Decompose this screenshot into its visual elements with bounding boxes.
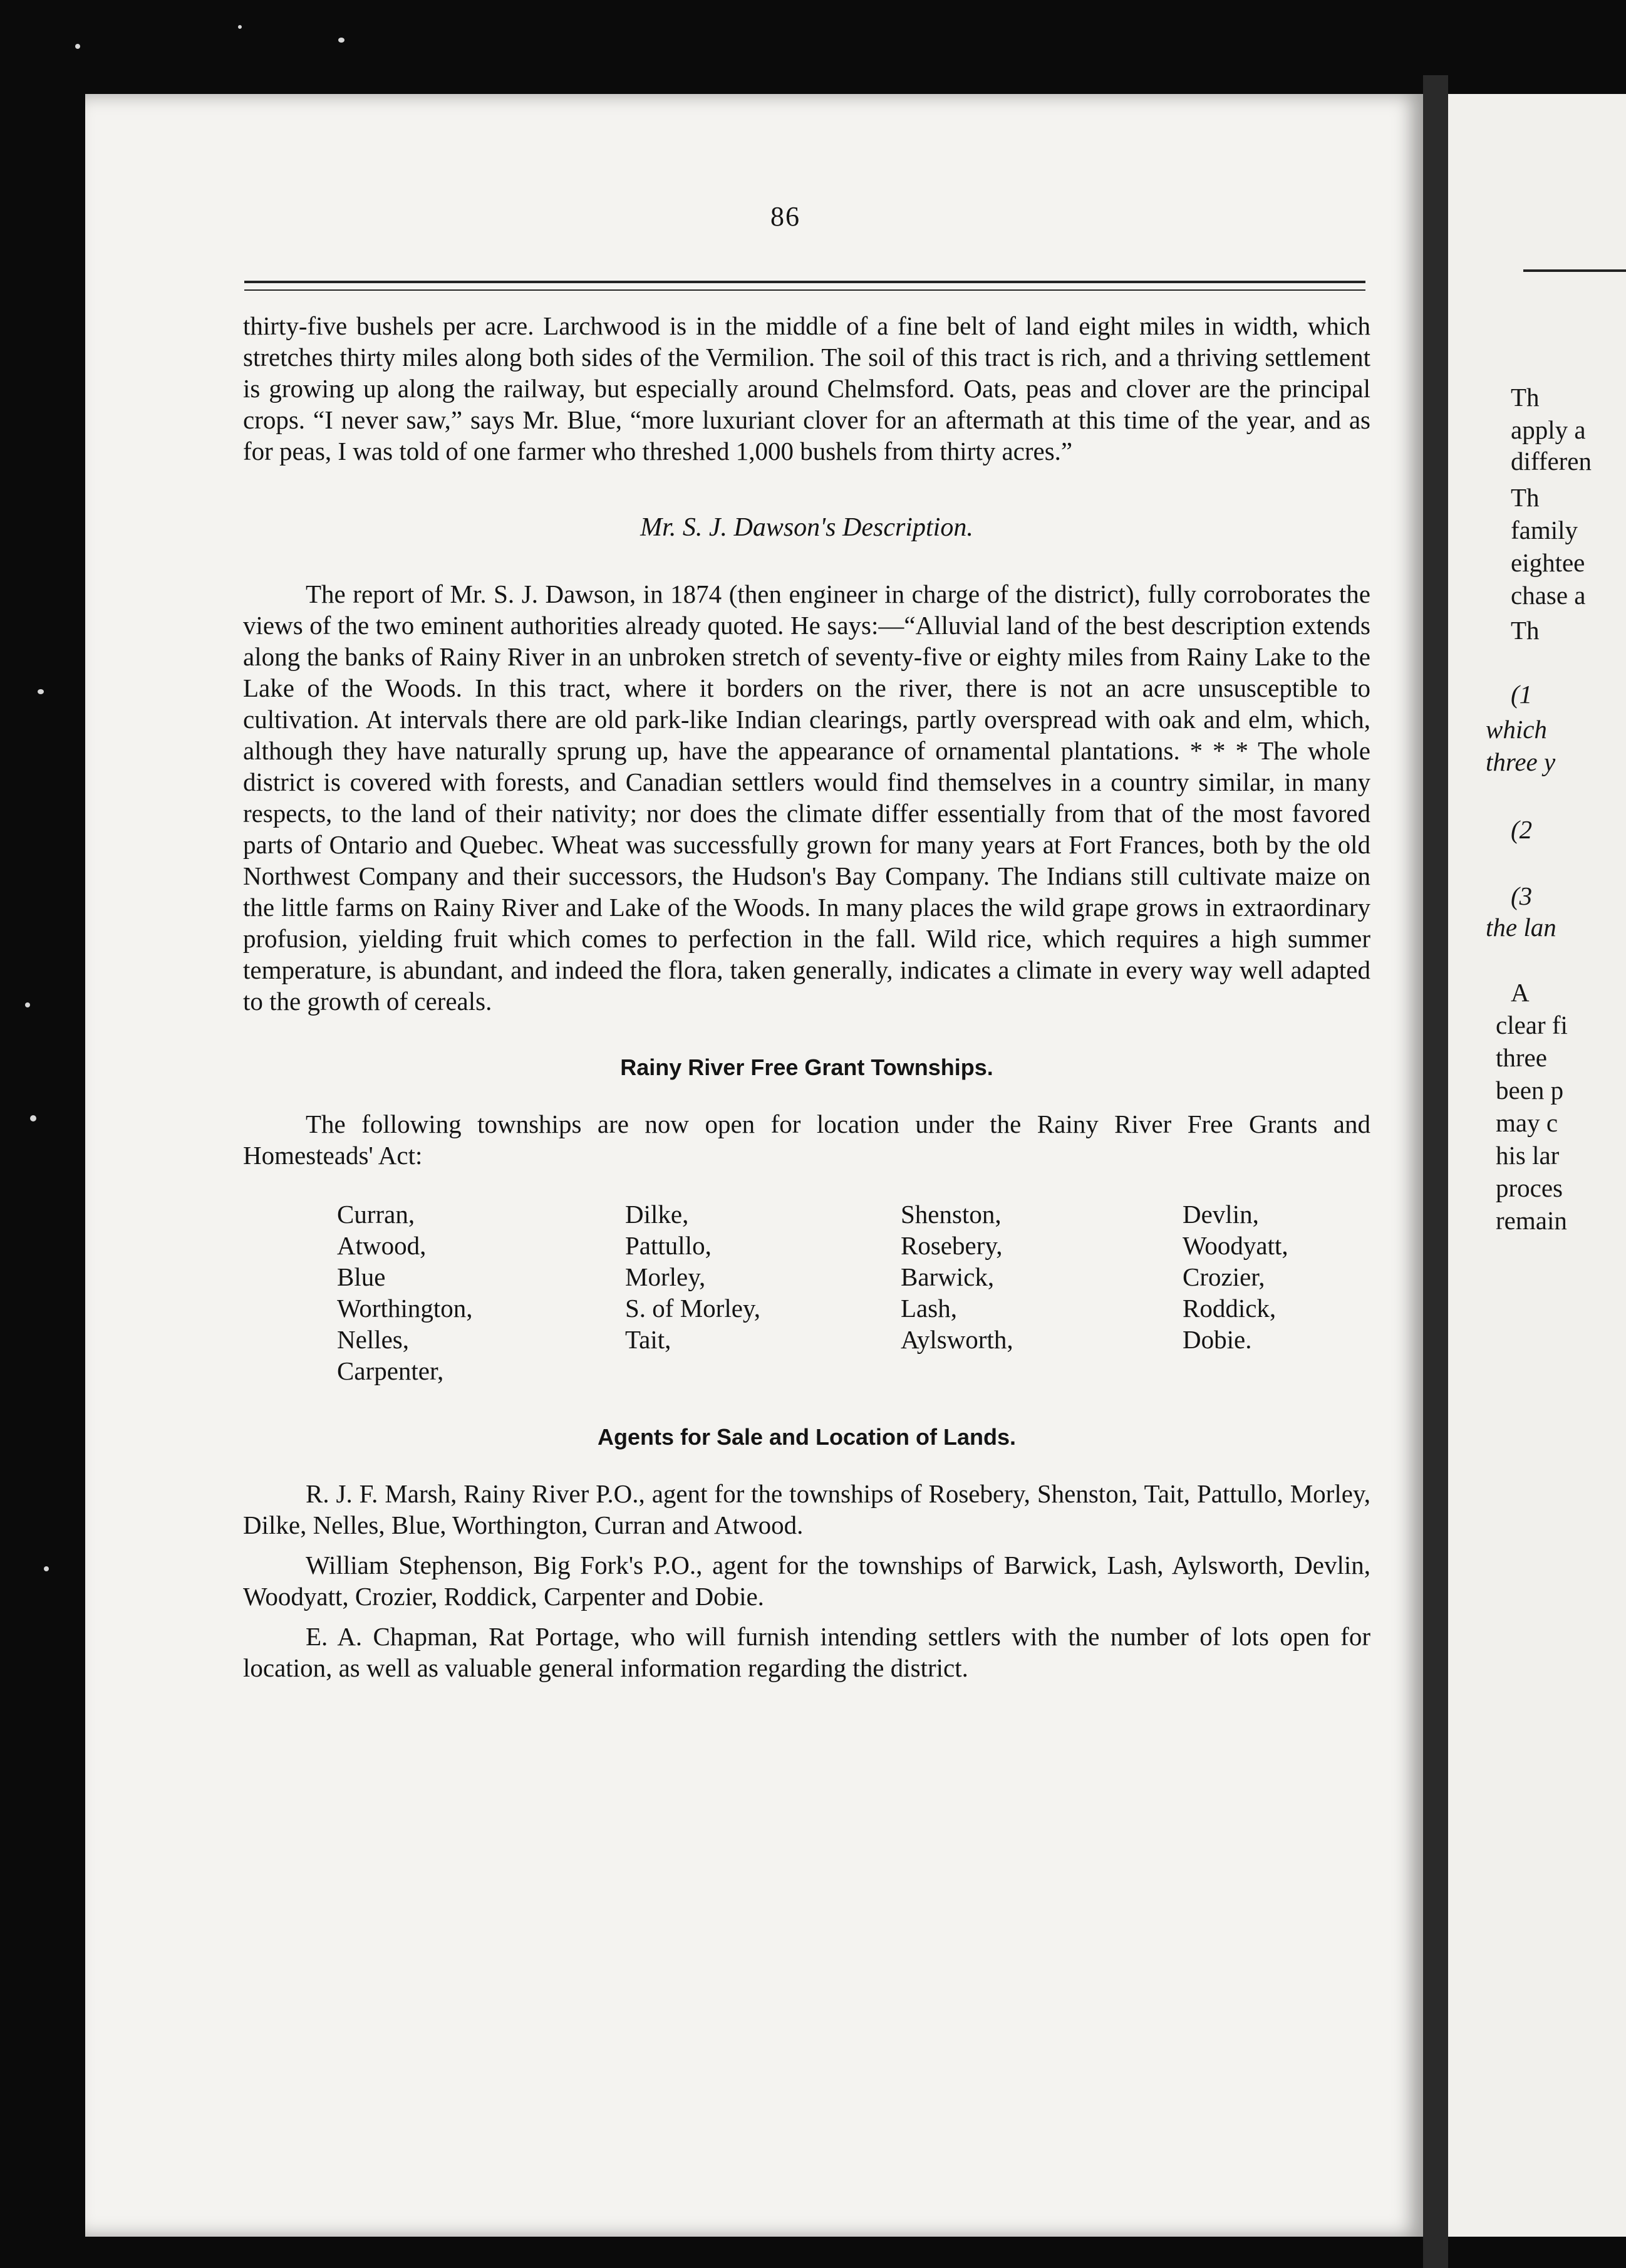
right-page-fragment: apply a [1511,415,1586,444]
intro-paragraph: thirty-five bushels per acre. Larchwood is in the middle of a fine belt of land eight miles in width, which stretches thirty miles along both sides of the Vermilion. The soil of this tract is rich, and a thriving settlement is growing up along the railway, but especially around Chelmsford. Oats, peas and clover are the principal crops. “I never saw,” says Mr. Blue, “more luxuriant clover for an aftermath at this time of the year, and as for peas, I was told of one farmer who threshed 1,000 bushels from thirty acres.” [243,311,1370,466]
right-page-fragment: A [1511,978,1530,1007]
township-column [337,1199,625,1386]
township-name: Devlin, [1183,1200,1259,1229]
township-name: Shenston, [901,1200,1002,1229]
agent-paragraph: R. J. F. Marsh, Rainy River P.O., agent for the townships of Rosebery, Shenston, Tait, Pattullo, Morley, Dilke, Nelles, Blue, Worthington, Curran and Atwood. [243,1479,1370,1539]
page-gutter [1423,75,1448,2268]
right-page-fragment: (2 [1511,815,1533,844]
township-name: Crozier, [1183,1262,1265,1291]
township-name: Dilke, [625,1200,689,1229]
page-number: 86 [770,201,800,232]
township-name: Tait, [625,1325,671,1354]
right-page-fragment: the lan [1486,913,1556,942]
right-header-rule [1523,269,1626,272]
township-name: Barwick, [901,1262,995,1291]
scan-speck [25,1002,30,1007]
right-page-fragment: clear fi [1496,1011,1568,1039]
scan-speck [338,38,344,43]
township-column [1183,1199,1433,1386]
scan-speck [38,689,44,694]
agent-paragraph: E. A. Chapman, Rat Portage, who will furnish intending settlers with the number of lots open for location, as well as valuable general information regarding the district. [243,1622,1370,1682]
right-page-fragment: three y [1486,747,1556,776]
township-name: Dobie. [1183,1325,1252,1354]
township-name: Woodyatt, [1183,1231,1288,1260]
section-heading-dawson: Mr. S. J. Dawson's Description. [640,513,973,542]
right-page-fragment: may c [1496,1108,1558,1137]
right-page-fragment: been p [1496,1076,1564,1105]
scan-speck [75,44,80,49]
section-heading-townships: Rainy River Free Grant Townships. [620,1054,993,1080]
section-heading-agents: Agents for Sale and Location of Lands. [597,1424,1017,1450]
agent-paragraph: William Stephenson, Big Fork's P.O., agent for the townships of Barwick, Lash, Aylsworth, Devlin, Woodyatt, Crozier, Roddick, Carpenter and Dobie. [243,1551,1370,1611]
scan-speck [238,25,242,29]
township-name: Nelles, [337,1325,409,1354]
right-page-fragment: remain [1496,1206,1567,1235]
township-name: Worthington, [337,1294,473,1323]
township-name: Roddick, [1183,1294,1276,1323]
township-name: Morley, [625,1262,706,1291]
right-page-fragment: three [1496,1043,1547,1072]
right-page-fragment: chase a [1511,581,1586,610]
townships-intro: The following townships are now open for location under the Rainy River Free Grants and Homesteads' Act: [243,1110,1370,1170]
township-column [625,1199,901,1386]
right-page-fragment: (3 [1511,882,1533,910]
township-column [901,1199,1183,1386]
scan-speck [44,1566,49,1571]
dawson-paragraph: The report of Mr. S. J. Dawson, in 1874 (then engineer in charge of the district), fully corroborates the views of the two eminent authorities already quoted. He says:—“Alluvial land of the best description extends along the banks of Rainy River in an unbroken stretch of seventy-five or eighty miles from Rainy Lake to the Lake of the Woods. In this tract, where it borders on the river, there is not an acre unsusceptible to cultivation. At intervals there are old park-like Indian clearings, partly overspread with oak and elm, which, although they have naturally sprung up, have the appearance of ornamental plantations. * * * The whole district is covered with forests, and Canadian settlers would find themselves in a country similar, in many respects, to the land of their nativity; nor does the climate differ essentially from that of the most favored parts of Ontario and Quebec. Wheat was successfully grown for many years at Fort Frances, both by the old Northwest Company and their successors, the Hudson's Bay Company. The Indians still cultivate maize on the little farms on Rainy River and Lake of the Woods. In many places the wild grape grows in extraordinary profusion, yielding fruit which comes to perfection in the fall. Wild rice, which requires a high summer temperature, is abundant, and indeed the flora, taken generally, indicates a climate in every way well adapted to the growth of cereals. [243,580,1370,1016]
right-page [1448,94,1626,2237]
right-page-fragment: Th [1511,483,1540,512]
right-page-fragment: Th [1511,383,1540,412]
right-page-fragment: Th [1511,616,1540,645]
township-name: Curran, [337,1200,415,1229]
right-page-fragment: which [1486,715,1547,744]
right-page-fragment: proces [1496,1173,1563,1202]
right-page-fragment: (1 [1511,680,1533,709]
township-name: Atwood, [337,1231,427,1260]
township-name: Carpenter, [337,1356,444,1385]
right-page-fragment: family [1511,516,1578,544]
header-rule-thick [244,281,1365,283]
right-page-fragment: eightee [1511,548,1585,577]
page-body [243,310,1370,1683]
township-name: Blue [337,1262,386,1291]
township-name: Pattullo, [625,1231,712,1260]
right-page-fragment: his lar [1496,1141,1560,1170]
scan-speck [30,1115,36,1121]
township-name: S. of Morley, [625,1294,760,1323]
township-name: Lash, [901,1294,957,1323]
townships-list [337,1199,1370,1386]
township-name: Rosebery, [901,1231,1003,1260]
header-rule-thin [244,289,1365,291]
township-name: Aylsworth, [901,1325,1013,1354]
right-page-fragment: differen [1511,447,1592,476]
